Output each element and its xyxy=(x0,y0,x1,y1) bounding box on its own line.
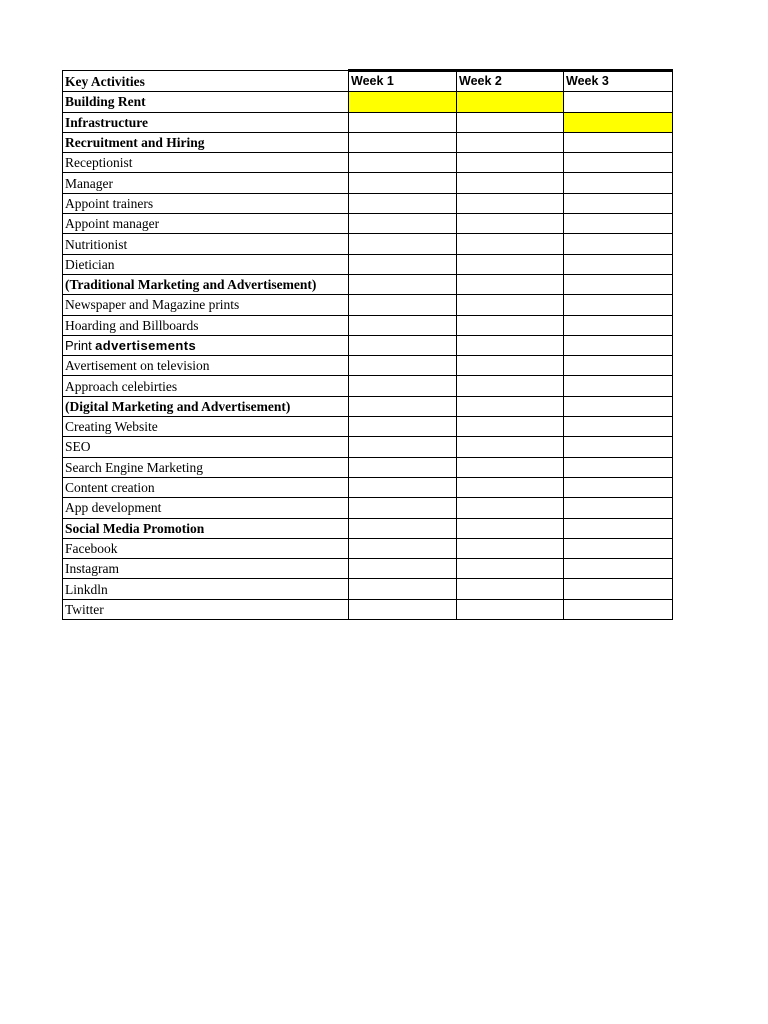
week-1-header: Week 1 xyxy=(349,71,457,92)
week-2-cell xyxy=(457,376,564,396)
week-1-cell xyxy=(349,518,457,538)
week-3-cell xyxy=(564,417,673,437)
table-row xyxy=(63,599,673,619)
activity-cell: SEO xyxy=(63,437,349,457)
key-activities-header: Key Activities xyxy=(63,71,349,92)
activity-schedule-table xyxy=(62,69,673,620)
week-1-cell xyxy=(349,498,457,518)
week-1-cell xyxy=(349,132,457,152)
week-1-cell xyxy=(349,538,457,558)
week-2-cell xyxy=(457,356,564,376)
week-2-cell xyxy=(457,234,564,254)
activity-cell: App development xyxy=(63,498,349,518)
week-2-cell xyxy=(457,335,564,355)
week-3-cell xyxy=(564,538,673,558)
activity-label-bold-part: advertisements xyxy=(95,338,197,353)
week-3-cell xyxy=(564,234,673,254)
week-2-cell xyxy=(457,254,564,274)
week-3-cell xyxy=(564,92,673,112)
week-1-cell xyxy=(349,477,457,497)
table-row xyxy=(63,193,673,213)
week-1-cell xyxy=(349,437,457,457)
week-3-cell xyxy=(564,559,673,579)
week-3-cell xyxy=(564,315,673,335)
table-row xyxy=(63,437,673,457)
week-1-cell xyxy=(349,417,457,437)
table-row xyxy=(63,396,673,416)
activity-cell xyxy=(63,335,349,355)
week-1-cell xyxy=(349,559,457,579)
table-row xyxy=(63,112,673,132)
week-1-cell xyxy=(349,396,457,416)
week-3-cell xyxy=(564,356,673,376)
table-row xyxy=(63,274,673,294)
week-2-cell xyxy=(457,518,564,538)
week-3-cell xyxy=(564,498,673,518)
week-1-cell xyxy=(349,173,457,193)
table-row xyxy=(63,335,673,355)
week-3-cell xyxy=(564,376,673,396)
week-1-cell xyxy=(349,112,457,132)
week-3-cell xyxy=(564,295,673,315)
activity-cell: Building Rent xyxy=(63,92,349,112)
table-row xyxy=(63,579,673,599)
week-3-cell xyxy=(564,173,673,193)
week-3-cell xyxy=(564,477,673,497)
week-3-header: Week 3 xyxy=(564,71,673,92)
week-2-cell xyxy=(457,579,564,599)
table-row xyxy=(63,559,673,579)
week-1-cell xyxy=(349,315,457,335)
week-2-cell xyxy=(457,92,564,112)
activity-cell: Creating Website xyxy=(63,417,349,437)
activity-cell: Instagram xyxy=(63,559,349,579)
activity-cell: (Traditional Marketing and Advertisement) xyxy=(63,274,349,294)
week-1-cell xyxy=(349,295,457,315)
activity-cell: Linkdln xyxy=(63,579,349,599)
week-3-cell xyxy=(564,599,673,619)
activity-cell: Infrastructure xyxy=(63,112,349,132)
week-1-cell xyxy=(349,153,457,173)
week-2-cell xyxy=(457,132,564,152)
activity-cell: Social Media Promotion xyxy=(63,518,349,538)
week-3-cell xyxy=(564,153,673,173)
week-3-cell xyxy=(564,112,673,132)
week-3-cell xyxy=(564,579,673,599)
week-3-cell xyxy=(564,396,673,416)
table-row xyxy=(63,417,673,437)
week-2-cell xyxy=(457,295,564,315)
activity-cell: Approach celebirties xyxy=(63,376,349,396)
week-3-cell xyxy=(564,132,673,152)
week-3-cell xyxy=(564,193,673,213)
activity-cell: Content creation xyxy=(63,477,349,497)
week-2-cell xyxy=(457,477,564,497)
week-3-cell xyxy=(564,437,673,457)
activity-cell: Newspaper and Magazine prints xyxy=(63,295,349,315)
week-1-cell xyxy=(349,92,457,112)
activity-cell: Nutritionist xyxy=(63,234,349,254)
activity-label: Print xyxy=(65,338,92,353)
table-row xyxy=(63,234,673,254)
activity-cell: Dietician xyxy=(63,254,349,274)
week-2-cell xyxy=(457,112,564,132)
table-row xyxy=(63,153,673,173)
week-1-cell xyxy=(349,274,457,294)
table-row xyxy=(63,457,673,477)
week-2-cell xyxy=(457,538,564,558)
activity-cell: Receptionist xyxy=(63,153,349,173)
table-row xyxy=(63,498,673,518)
table-row xyxy=(63,538,673,558)
week-3-cell xyxy=(564,214,673,234)
week-2-cell xyxy=(457,214,564,234)
week-2-cell xyxy=(457,559,564,579)
week-2-cell xyxy=(457,396,564,416)
week-1-cell xyxy=(349,457,457,477)
week-3-cell xyxy=(564,274,673,294)
week-2-header: Week 2 xyxy=(457,71,564,92)
week-1-cell xyxy=(349,599,457,619)
week-3-cell xyxy=(564,457,673,477)
week-1-cell xyxy=(349,356,457,376)
week-1-cell xyxy=(349,254,457,274)
week-1-cell xyxy=(349,234,457,254)
activity-cell: Appoint trainers xyxy=(63,193,349,213)
activity-cell: Facebook xyxy=(63,538,349,558)
week-2-cell xyxy=(457,437,564,457)
activity-cell: Avertisement on television xyxy=(63,356,349,376)
week-2-cell xyxy=(457,173,564,193)
week-2-cell xyxy=(457,599,564,619)
week-3-cell xyxy=(564,335,673,355)
activity-cell: Hoarding and Billboards xyxy=(63,315,349,335)
activity-cell: Twitter xyxy=(63,599,349,619)
table-row xyxy=(63,295,673,315)
table-row xyxy=(63,356,673,376)
table-row xyxy=(63,315,673,335)
table-row xyxy=(63,376,673,396)
table-row xyxy=(63,132,673,152)
week-1-cell xyxy=(349,214,457,234)
week-1-cell xyxy=(349,193,457,213)
week-2-cell xyxy=(457,274,564,294)
week-2-cell xyxy=(457,315,564,335)
week-1-cell xyxy=(349,579,457,599)
week-3-cell xyxy=(564,254,673,274)
table-row xyxy=(63,173,673,193)
activity-cell: Appoint manager xyxy=(63,214,349,234)
table-row xyxy=(63,92,673,112)
activity-cell: Manager xyxy=(63,173,349,193)
table-row xyxy=(63,518,673,538)
table-row xyxy=(63,254,673,274)
week-1-cell xyxy=(349,335,457,355)
week-3-cell xyxy=(564,518,673,538)
header-row xyxy=(63,71,673,92)
week-1-cell xyxy=(349,376,457,396)
activity-cell: Search Engine Marketing xyxy=(63,457,349,477)
activity-cell: Recruitment and Hiring xyxy=(63,132,349,152)
week-2-cell xyxy=(457,193,564,213)
activity-cell: (Digital Marketing and Advertisement) xyxy=(63,396,349,416)
week-2-cell xyxy=(457,417,564,437)
table-body xyxy=(63,71,673,620)
week-2-cell xyxy=(457,153,564,173)
table-row xyxy=(63,214,673,234)
week-2-cell xyxy=(457,457,564,477)
week-2-cell xyxy=(457,498,564,518)
table-row xyxy=(63,477,673,497)
